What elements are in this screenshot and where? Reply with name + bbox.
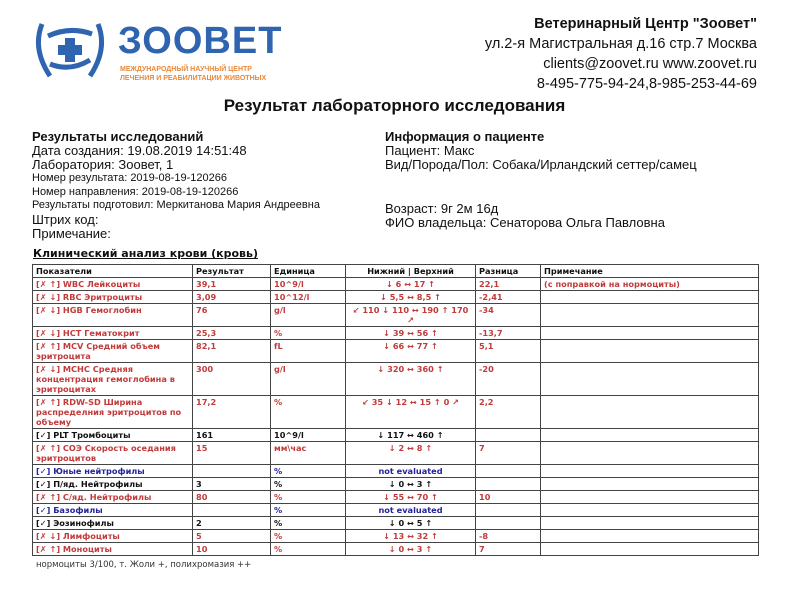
- table-row: [33, 396, 759, 429]
- difference-cell: 7: [476, 442, 541, 465]
- difference-cell: 7: [476, 543, 541, 556]
- result-value-cell: 76: [193, 304, 271, 327]
- table-row: [33, 429, 759, 442]
- footnote: нормоциты 3/100, т. Жоли +, полихромазия ++: [36, 560, 252, 570]
- note-cell: [541, 291, 759, 304]
- unit-cell: %: [271, 465, 346, 478]
- test-name-cell: [✗ ↑] RDW-SD Ширина распределния эритроцитов по объему: [33, 396, 193, 429]
- difference-cell: -13,7: [476, 327, 541, 340]
- difference-cell: 10: [476, 491, 541, 504]
- result-number: Номер результата: 2019-08-19-120266: [32, 172, 227, 184]
- reference-range-cell: ↙ 35 ↓ 12 ↔ 15 ↑ 0 ↗: [346, 396, 476, 429]
- note-cell: [541, 543, 759, 556]
- lab-name: Лаборатория: Зоовет, 1: [32, 157, 174, 172]
- difference-cell: [476, 517, 541, 530]
- column-header: Результат: [193, 265, 271, 278]
- referral-number: Номер направления: 2019-08-19-120266: [32, 185, 239, 198]
- result-value-cell: 3: [193, 478, 271, 491]
- reference-range-cell: ↓ 6 ↔ 17 ↑: [346, 278, 476, 291]
- note-cell: [541, 363, 759, 396]
- difference-cell: 22,1: [476, 278, 541, 291]
- table-row: [33, 363, 759, 396]
- table-row: [33, 291, 759, 304]
- note-cell: [541, 517, 759, 530]
- clinic-phones: 8-495-775-94-24,8-985-253-44-69: [536, 76, 757, 92]
- result-value-cell: [193, 504, 271, 517]
- note-cell: [541, 327, 759, 340]
- unit-cell: 10^9/l: [271, 429, 346, 442]
- clinic-contacts: clients@zoovet.ru www.zoovet.ru: [543, 56, 757, 72]
- unit-cell: fL: [271, 340, 346, 363]
- difference-cell: 2,2: [476, 396, 541, 429]
- unit-cell: %: [271, 517, 346, 530]
- unit-cell: g/l: [271, 363, 346, 396]
- clinic-address: ул.2-я Магистральная д.16 стр.7 Москва: [484, 36, 757, 52]
- note-cell: [541, 340, 759, 363]
- reference-range-cell: ↓ 55 ↔ 70 ↑: [346, 491, 476, 504]
- unit-cell: g/l: [271, 304, 346, 327]
- patient-heading: Информация о пациенте: [385, 129, 545, 144]
- result-value-cell: 82,1: [193, 340, 271, 363]
- table-row: [33, 465, 759, 478]
- test-name-cell: [✓] Базофилы: [33, 504, 193, 517]
- table-row: [33, 327, 759, 340]
- result-value-cell: 300: [193, 363, 271, 396]
- unit-cell: %: [271, 327, 346, 340]
- difference-cell: [476, 504, 541, 517]
- test-name-cell: [✓] Эозинофилы: [33, 517, 193, 530]
- test-name-cell: [✗ ↓] RBC Эритроциты: [33, 291, 193, 304]
- unit-cell: мм\час: [271, 442, 346, 465]
- result-value-cell: 161: [193, 429, 271, 442]
- test-name-cell: [✗ ↓] HCT Гематокрит: [33, 327, 193, 340]
- unit-cell: %: [271, 396, 346, 429]
- test-name-cell: [✗ ↓] Лимфоциты: [33, 530, 193, 543]
- table-row: [33, 504, 759, 517]
- reference-range-cell: not evaluated: [346, 504, 476, 517]
- column-header: Нижний | Верхний: [346, 265, 476, 278]
- reference-range-cell: ↓ 0 ↔ 3 ↑: [346, 478, 476, 491]
- unit-cell: 10^9/l: [271, 278, 346, 291]
- reference-range-cell: ↓ 0 ↔ 5 ↑: [346, 517, 476, 530]
- reference-range-cell: ↓ 320 ↔ 360 ↑: [346, 363, 476, 396]
- column-header: Примечание: [541, 265, 759, 278]
- test-name-cell: [✗ ↑] СОЭ Скорость оседания эритроцитов: [33, 442, 193, 465]
- column-header: Единица: [271, 265, 346, 278]
- logo-tagline: ЛЕЧЕНИЯ И РЕАБИЛИТАЦИИ ЖИВОТНЫХ: [120, 75, 267, 82]
- test-name-cell: [✗ ↑] WBC Лейкоциты: [33, 278, 193, 291]
- logo-tagline: МЕЖДУНАРОДНЫЙ НАУЧНЫЙ ЦЕНТР: [120, 66, 252, 73]
- note-cell: [541, 491, 759, 504]
- note-cell: [541, 304, 759, 327]
- result-value-cell: 15: [193, 442, 271, 465]
- difference-cell: -2,41: [476, 291, 541, 304]
- table-row: [33, 340, 759, 363]
- result-value-cell: 80: [193, 491, 271, 504]
- table-row: [33, 530, 759, 543]
- test-name-cell: [✗ ↑] С/яд. Нейтрофилы: [33, 491, 193, 504]
- results-heading: Результаты исследований: [32, 129, 204, 144]
- difference-cell: 5,1: [476, 340, 541, 363]
- table-header: [33, 265, 759, 278]
- patient-name: Пациент: Макс: [385, 143, 475, 158]
- reference-range-cell: not evaluated: [346, 465, 476, 478]
- test-name-cell: [✓] П/яд. Нейтрофилы: [33, 478, 193, 491]
- result-value-cell: 39,1: [193, 278, 271, 291]
- result-value-cell: 10: [193, 543, 271, 556]
- result-value-cell: 25,3: [193, 327, 271, 340]
- test-name-cell: [✗ ↑] MCV Средний объем эритроцита: [33, 340, 193, 363]
- unit-cell: %: [271, 530, 346, 543]
- reference-range-cell: ↓ 13 ↔ 32 ↑: [346, 530, 476, 543]
- note-cell: [541, 478, 759, 491]
- prepared-by: Результаты подготовил: Меркитанова Мария Андреевна: [32, 199, 320, 211]
- result-value-cell: 17,2: [193, 396, 271, 429]
- note-cell: [541, 429, 759, 442]
- note-label: Примечание:: [32, 225, 111, 241]
- column-header: Показатели: [33, 265, 193, 278]
- reference-range-cell: ↓ 39 ↔ 56 ↑: [346, 327, 476, 340]
- reference-range-cell: ↓ 0 ↔ 3 ↑: [346, 543, 476, 556]
- difference-cell: [476, 465, 541, 478]
- barcode-label: Штрих код:: [32, 211, 99, 227]
- logo-brand: ЗООВЕТ: [118, 20, 283, 62]
- results-table: [32, 264, 759, 556]
- result-value-cell: [193, 465, 271, 478]
- reference-range-cell: ↓ 2 ↔ 8 ↑: [346, 442, 476, 465]
- table-row: [33, 517, 759, 530]
- difference-cell: -20: [476, 363, 541, 396]
- difference-cell: -8: [476, 530, 541, 543]
- clinic-logo: [30, 14, 283, 86]
- test-name-cell: [✗ ↓] MCHC Средняя концентрация гемоглобина в эритроцитах: [33, 363, 193, 396]
- column-header: Разница: [476, 265, 541, 278]
- result-value-cell: 5: [193, 530, 271, 543]
- difference-cell: -34: [476, 304, 541, 327]
- owner-name: ФИО владельца: Сенаторова Ольга Павловна: [385, 215, 665, 230]
- test-name-cell: [✗ ↑] Моноциты: [33, 543, 193, 556]
- reference-range-cell: ↓ 5,5 ↔ 8,5 ↑: [346, 291, 476, 304]
- results-info: [32, 130, 320, 241]
- table-row: [33, 442, 759, 465]
- table-row: [33, 543, 759, 556]
- table-row: [33, 278, 759, 291]
- result-value-cell: 3,09: [193, 291, 271, 304]
- note-cell: [541, 465, 759, 478]
- patient-age: Возраст: 9г 2м 16д: [385, 201, 499, 216]
- unit-cell: %: [271, 491, 346, 504]
- reference-range-cell: ↓ 117 ↔ 460 ↑: [346, 429, 476, 442]
- reference-range-cell: ↙ 110 ↓ 110 ↔ 190 ↑ 170 ↗: [346, 304, 476, 327]
- note-cell: [541, 504, 759, 517]
- difference-cell: [476, 429, 541, 442]
- clinic-info: [485, 14, 757, 94]
- note-cell: [541, 530, 759, 543]
- unit-cell: %: [271, 478, 346, 491]
- note-cell: (с поправкой на нормоциты): [541, 278, 759, 291]
- test-name-cell: [✓] Юные нейтрофилы: [33, 465, 193, 478]
- patient-info: [385, 130, 697, 230]
- table-row: [33, 304, 759, 327]
- difference-cell: [476, 478, 541, 491]
- unit-cell: %: [271, 543, 346, 556]
- unit-cell: 10^12/l: [271, 291, 346, 304]
- reference-range-cell: ↓ 66 ↔ 77 ↑: [346, 340, 476, 363]
- patient-species: Вид/Порода/Пол: Собака/Ирландский сеттер/самец: [385, 157, 697, 172]
- test-name-cell: [✓] PLT Тромбоциты: [33, 429, 193, 442]
- note-cell: [541, 396, 759, 429]
- analysis-section: [32, 247, 759, 571]
- test-name-cell: [✗ ↓] HGB Гемоглобин: [33, 304, 193, 327]
- note-cell: [541, 442, 759, 465]
- table-row: [33, 491, 759, 504]
- created-date: Дата создания: 19.08.2019 14:51:48: [32, 143, 247, 158]
- unit-cell: %: [271, 504, 346, 517]
- result-value-cell: 2: [193, 517, 271, 530]
- logo-emblem-icon: [30, 14, 110, 84]
- clinic-name: Ветеринарный Центр "Зоовет": [534, 16, 757, 32]
- table-row: [33, 478, 759, 491]
- page-title: Результат лабораторного исследования: [223, 96, 566, 115]
- section-title: Клинический анализ крови (кровь): [33, 247, 259, 260]
